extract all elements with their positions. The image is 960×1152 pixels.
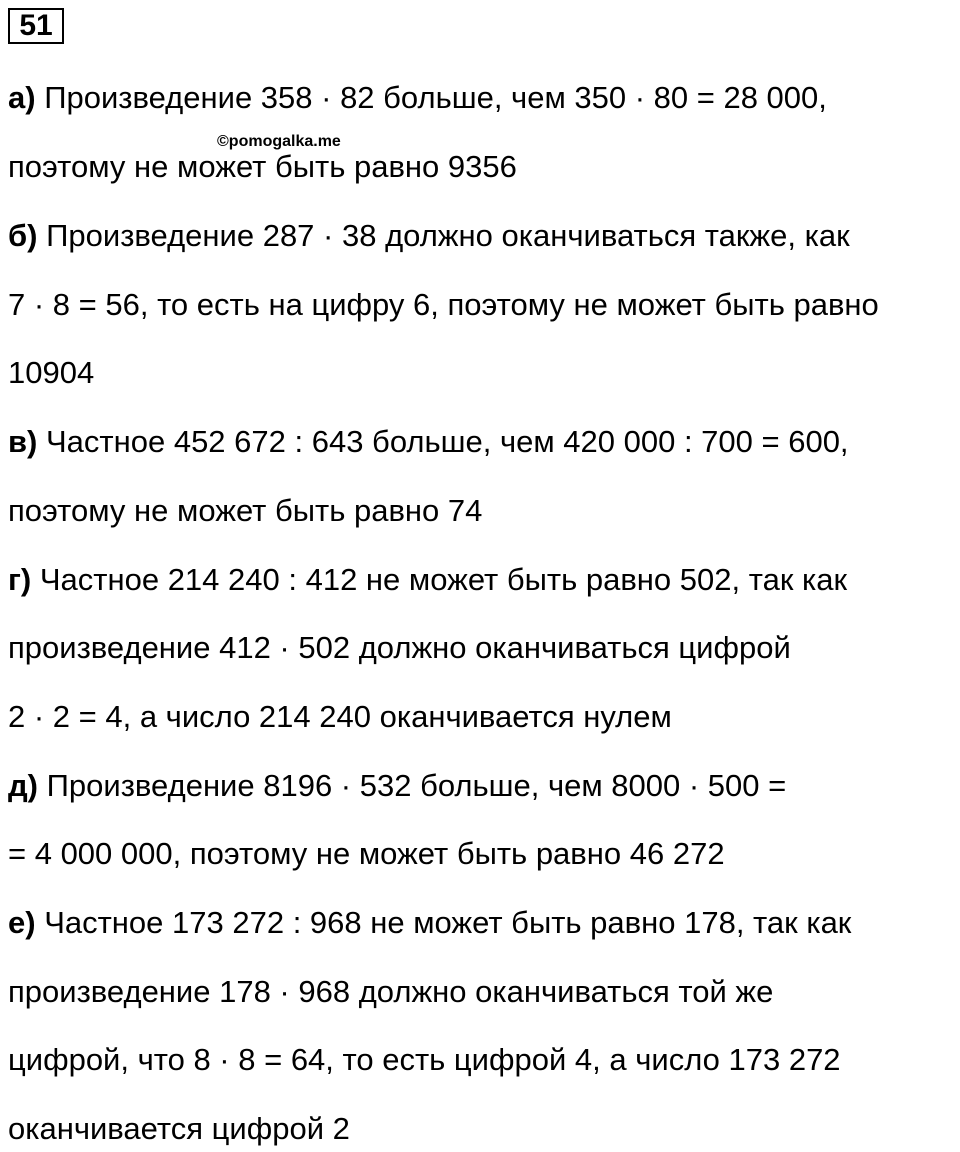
item-b-letter: б)	[8, 218, 38, 253]
item-e-letter: е)	[8, 905, 36, 940]
item-a-line-2: поэтому не может быть равно 9356	[8, 149, 517, 184]
item-e-line-4: оканчивается цифрой 2	[8, 1111, 350, 1146]
item-b-text-1: Произведение 287 · 38 должно оканчиваться также, как	[46, 218, 850, 253]
item-a-line-1	[8, 78, 827, 118]
item-d-line-2: = 4 000 000, поэтому не может быть равно 46 272	[8, 836, 725, 871]
watermark: ©pomogalka.me	[217, 133, 341, 150]
item-d-text-1: Произведение 8196 · 532 больше, чем 8000 · 500 =	[46, 768, 787, 803]
item-b-line-3: 10904	[8, 355, 95, 390]
item-a-text-1: Произведение 358 · 82 больше, чем 350 · 80 = 28 000,	[44, 80, 827, 115]
item-e-line-1	[8, 903, 851, 943]
item-g-line-2: произведение 412 · 502 должно оканчиваться цифрой	[8, 630, 791, 665]
item-e-line-2: произведение 178 · 968 должно оканчиваться той же	[8, 974, 774, 1009]
item-a-letter: а)	[8, 80, 36, 115]
item-e-line-3: цифрой, что 8 · 8 = 64, то есть цифрой 4, а число 173 272	[8, 1042, 841, 1077]
item-d-line-1	[8, 766, 786, 806]
item-g-text-1: Частное 214 240 : 412 не может быть равно 502, так как	[39, 562, 848, 597]
item-g-line-1	[8, 560, 847, 600]
problem-number: 51	[8, 8, 64, 44]
item-v-letter: в)	[8, 424, 38, 459]
item-d-letter: д)	[8, 768, 39, 803]
item-b-line-2: 7 · 8 = 56, то есть на цифру 6, поэтому не может быть равно	[8, 287, 879, 322]
item-v-text-1: Частное 452 672 : 643 больше, чем 420 000 : 700 = 600,	[46, 424, 849, 459]
item-v-line-2: поэтому не может быть равно 74	[8, 493, 483, 528]
item-b-line-1	[8, 216, 850, 256]
item-g-line-3: 2 · 2 = 4, а число 214 240 оканчивается нулем	[8, 699, 672, 734]
item-g-letter: г)	[8, 562, 32, 597]
item-e-text-1: Частное 173 272 : 968 не может быть равно 178, так как	[44, 905, 852, 940]
item-v-line-1	[8, 422, 849, 462]
